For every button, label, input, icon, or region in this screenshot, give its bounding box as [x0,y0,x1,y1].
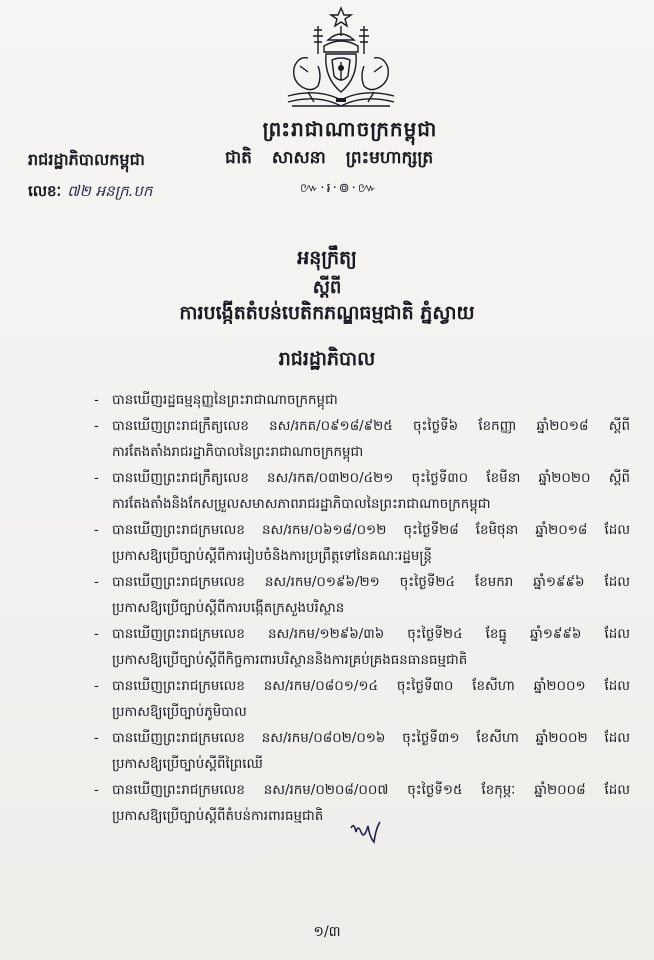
kingdom-title: ព្រះរាជាណាចក្រកម្ពុជា [262,117,438,141]
list-item: - បានឃើញព្រះរាជក្រមលេខ នស/រកម/០៨០១/១៤ ចុះថ្ងៃទី៣០ ខែសីហា ឆ្នាំ២០០១ ដែល ប្រកាសឱ្យប្រើច្បាប់ភូមិបាល [94,679,630,720]
reference-label: លេខៈ [28,182,62,200]
issuing-authority: រាជរដ្ឋាភិបាល [278,348,376,370]
list-item: - បានឃើញព្រះរាជក្រមលេខ នស/រកម/១២៩៦/៣៦ ចុះថ្ងៃទី២៤ ខែធ្នូ ឆ្នាំ១៩៩៦ ដែល ប្រកាសឱ្យប្រើច្បាប់ស្តីពីកិច្ចការពារបរិស្ថាននិងការគ្រប់គ្រងធនធានធម្មជាតិ [94,627,630,668]
list-item: - បានឃើញព្រះរាជក្រមលេខ នស/រកម/០៨០២/០១៦ ចុះថ្ងៃទី៣១ ខែសីហា ឆ្នាំ២០០២ ដែល ប្រកាសឱ្យប្រើច្បាប់ស្តីពីព្រៃឈើ [94,731,630,772]
government-header: រាជរដ្ឋាភិបាលកម្ពុជា [28,150,145,169]
list-item: - បានឃើញព្រះរាជក្រឹត្យលេខ នស/រកត/០៩១៨/៩២៥ ចុះថ្ងៃទី៦ ខែកញ្ញា ឆ្នាំ២០១៨ ស្តីពី ការតែងតាំងរាជរដ្ឋាភិបាលនៃព្រះរាជាណាចក្រកម្ពុជា [94,419,630,460]
list-item: - បានឃើញព្រះរាជក្រមលេខ នស/រកម/០១៩៦/២១ ចុះថ្ងៃទី២៤ ខែមករា ឆ្នាំ១៩៩៦ ដែល ប្រកាសឱ្យប្រើច្បាប់ស្តីពីការបង្កើតក្រសួងបរិស្ថាន [94,575,630,616]
list-item: - បានឃើញរដ្ឋធម្មនុញ្ញនៃព្រះរាជាណាចក្រកម្ពុជា [94,393,338,408]
list-item: - បានឃើញព្រះរាជក្រឹត្យលេខ នស/រកត/០៣២០/៤២១ ចុះថ្ងៃទី៣០ ខែមីនា ឆ្នាំ២០២០ ស្តីពី ការតែងតាំងនិងកែសម្រួលសមាសភាពរាជរដ្ឋាភិបាលនៃព្រះរាជាណាចក្រកម្ពុជា [94,471,630,512]
list-item: - បានឃើញព្រះរាជក្រមលេខ នស/រកម/០២០៨/០០៧ ចុះថ្ងៃទី១៥ ខែកុម្ភៈ ឆ្នាំ២០០៨ ដែល ប្រកាសឱ្យប្រើច្បាប់ស្តីពីតំបន់ការពារធម្មជាតិ [94,783,630,824]
royal-coat-of-arms-icon [278,6,404,116]
ornament-divider: ៚·៛·៙·៚ [300,181,379,196]
handwritten-initial-icon [348,818,382,844]
reference-number [28,182,152,204]
legal-references-list [96,388,630,830]
list-item: - បានឃើញព្រះរាជក្រមលេខ នស/រកម/០៦១៨/០១២ ចុះថ្ងៃទី២៨ ខែមិថុនា ឆ្នាំ២០១៨ ដែល ប្រកាសឱ្យប្រើច្បាប់ស្តីពីការរៀបចំនិងការប្រព្រឹត្តទៅនៃគណៈរដ្ឋមន្ត្រី [94,523,630,564]
document-subject-label: ស្តីពី [312,277,342,298]
page-number: ១/៣ [313,924,341,940]
document-subject: ការបង្កើតតំបន់បេតិកភណ្ឌធម្មជាតិ ភ្នំស្វាយ [179,302,475,324]
document-type: អនុក្រឹត្យ [297,247,357,269]
national-motto: ជាតិ សាសនា ព្រះមហាក្សត្រ [225,148,434,168]
reference-value: ៧២ អនក្រ.បក [67,182,153,200]
